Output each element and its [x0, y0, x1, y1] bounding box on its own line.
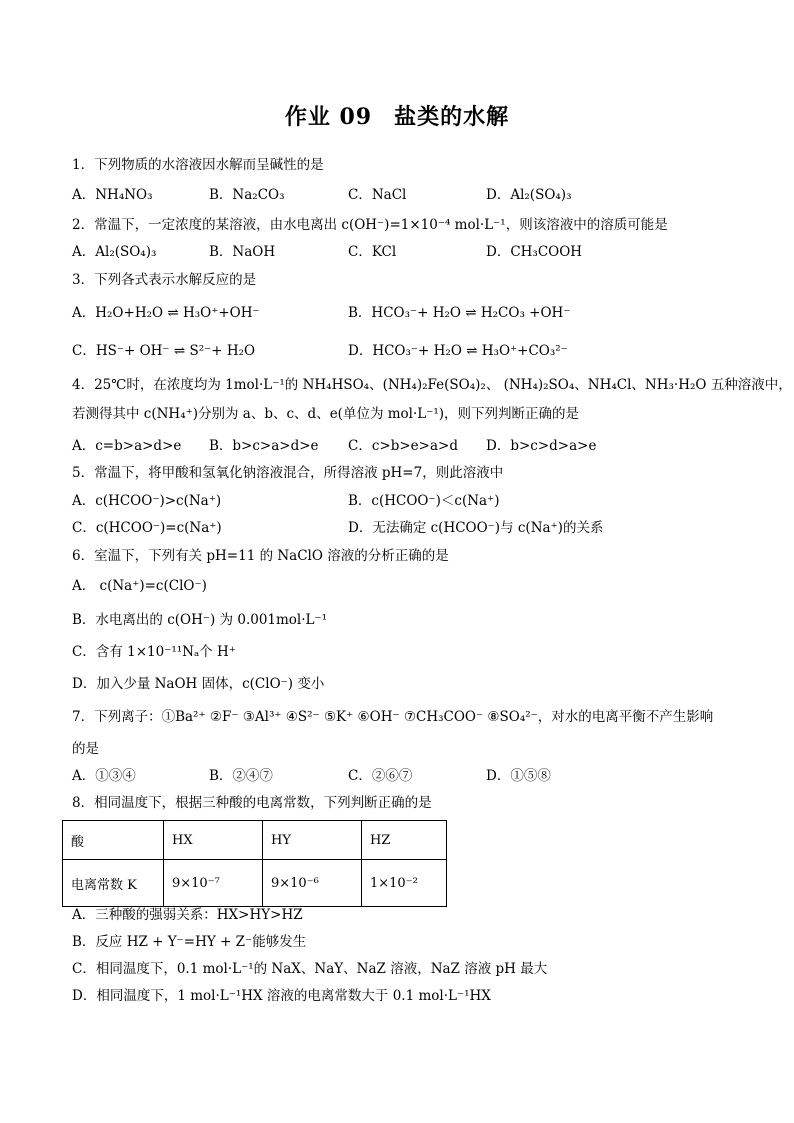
- q5-option-d: D．无法确定 c(HCOO⁻)与 c(Na⁺)的关系: [348, 520, 604, 536]
- q1-stem: 1．下列物质的水溶液因水解而呈碱性的是: [72, 157, 324, 173]
- table-cell: 9×10⁻⁶: [263, 860, 362, 907]
- q4-stem-line1: 4．25℃时，在浓度均为 1mol·L⁻¹的 NH₄HSO₄、(NH₄)₂Fe(SO₄)₂、 (NH₄)₂SO₄、NH₄Cl、NH₃·H₂O 五种溶液中，: [72, 377, 792, 393]
- table-cell: 电离常数 K: [63, 860, 164, 907]
- q2-option-a: A．Al₂(SO₄)₃: [72, 244, 157, 260]
- q7-option-b: B．②④⑦: [209, 768, 273, 784]
- q3-option-a: A．H₂O+H₂O ⇌ H₃O⁺+OH⁻: [72, 305, 260, 321]
- q4-stem-line2: 若测得其中 c(NH₄⁺)分别为 a、b、c、d、e(单位为 mol·L⁻¹)，则下列判断正确的是: [72, 406, 580, 422]
- q8-option-b: B．反应 HZ + Y⁻=HY + Z⁻能够发生: [72, 934, 307, 950]
- q6-option-c: C．含有 1×10⁻¹¹Nₐ个 H⁺: [72, 644, 236, 660]
- title-main: 作业 09: [284, 104, 373, 130]
- q6-option-b: B．水电离出的 c(OH⁻) 为 0.001mol·L⁻¹: [72, 612, 328, 628]
- page-title: [0, 100, 794, 131]
- q5-stem: 5．常温下，将甲酸和氢氧化钠溶液混合，所得溶液 pH=7，则此溶液中: [72, 465, 504, 481]
- table-header-cell: HZ: [362, 821, 447, 860]
- q1-option-a: A．NH₄NO₃: [72, 187, 153, 203]
- q6-option-a: A． c(Na⁺)=c(ClO⁻): [72, 578, 207, 594]
- table-header-cell: HX: [164, 821, 263, 860]
- q1-option-c: C．NaCl: [348, 187, 407, 203]
- q7-stem-line1: 7．下列离子：①Ba²⁺ ②F⁻ ③Al³⁺ ④S²⁻ ⑤K⁺ ⑥OH⁻ ⑦CH₃COO⁻ ⑧SO₄²⁻，对水的电离平衡不产生影响: [72, 709, 714, 725]
- q8-stem: 8．相同温度下，根据三种酸的电离常数，下列判断正确的是: [72, 795, 432, 811]
- q5-option-b: B．c(HCOO⁻)＜c(Na⁺): [348, 493, 500, 509]
- q4-option-b: B．b>c>a>d>e: [209, 438, 319, 454]
- table-header-cell: 酸: [63, 821, 164, 860]
- table-header-cell: HY: [263, 821, 362, 860]
- ionization-constant-table: [62, 820, 447, 907]
- title-sub: 盐类的水解: [394, 104, 510, 130]
- q1-option-d: D．Al₂(SO₄)₃: [486, 187, 572, 203]
- q8-option-d: D．相同温度下，1 mol·L⁻¹HX 溶液的电离常数大于 0.1 mol·L⁻¹HX: [72, 988, 491, 1004]
- q2-option-c: C．KCl: [348, 244, 397, 260]
- q2-stem: 2．常温下，一定浓度的某溶液，由水电离出 c(OH⁻)=1×10⁻⁴ mol·L⁻¹，则该溶液中的溶质可能是: [72, 217, 668, 233]
- q6-option-d: D．加入少量 NaOH 固体，c(ClO⁻) 变小: [72, 676, 325, 692]
- table-row: [63, 821, 447, 860]
- q4-option-d: D．b>c>d>a>e: [486, 438, 597, 454]
- q2-option-d: D．CH₃COOH: [486, 244, 583, 260]
- q6-stem: 6．室温下，下列有关 pH=11 的 NaClO 溶液的分析正确的是: [72, 548, 449, 564]
- table-cell: 1×10⁻²: [362, 860, 447, 907]
- q1-option-b: B．Na₂CO₃: [209, 187, 285, 203]
- table-cell: 9×10⁻⁷: [164, 860, 263, 907]
- q2-option-b: B．NaOH: [209, 244, 276, 260]
- q8-option-a: A．三种酸的强弱关系：HX>HY>HZ: [72, 907, 303, 923]
- q7-stem-line2: 的是: [72, 741, 99, 757]
- q8-option-c: C．相同温度下，0.1 mol·L⁻¹的 NaX、NaY、NaZ 溶液，NaZ 溶液 pH 最大: [72, 961, 548, 977]
- q7-option-d: D．①⑤⑧: [486, 768, 551, 784]
- q3-option-b: B．HCO₃⁻+ H₂O ⇌ H₂CO₃ +OH⁻: [348, 305, 571, 321]
- q4-option-c: C．c>b>e>a>d: [348, 438, 458, 454]
- table-row: [63, 860, 447, 907]
- q5-option-a: A．c(HCOO⁻)>c(Na⁺): [72, 493, 222, 509]
- q4-option-a: A．c=b>a>d>e: [72, 438, 182, 454]
- q3-option-d: D．HCO₃⁻+ H₂O ⇌ H₃O⁺+CO₃²⁻: [348, 343, 568, 359]
- q5-option-c: C．c(HCOO⁻)=c(Na⁺): [72, 520, 222, 536]
- q3-stem: 3．下列各式表示水解反应的是: [72, 272, 257, 288]
- q7-option-a: A．①③④: [72, 768, 136, 784]
- q7-option-c: C．②⑥⑦: [348, 768, 413, 784]
- q3-option-c: C．HS⁻+ OH⁻ ⇌ S²⁻+ H₂O: [72, 343, 256, 359]
